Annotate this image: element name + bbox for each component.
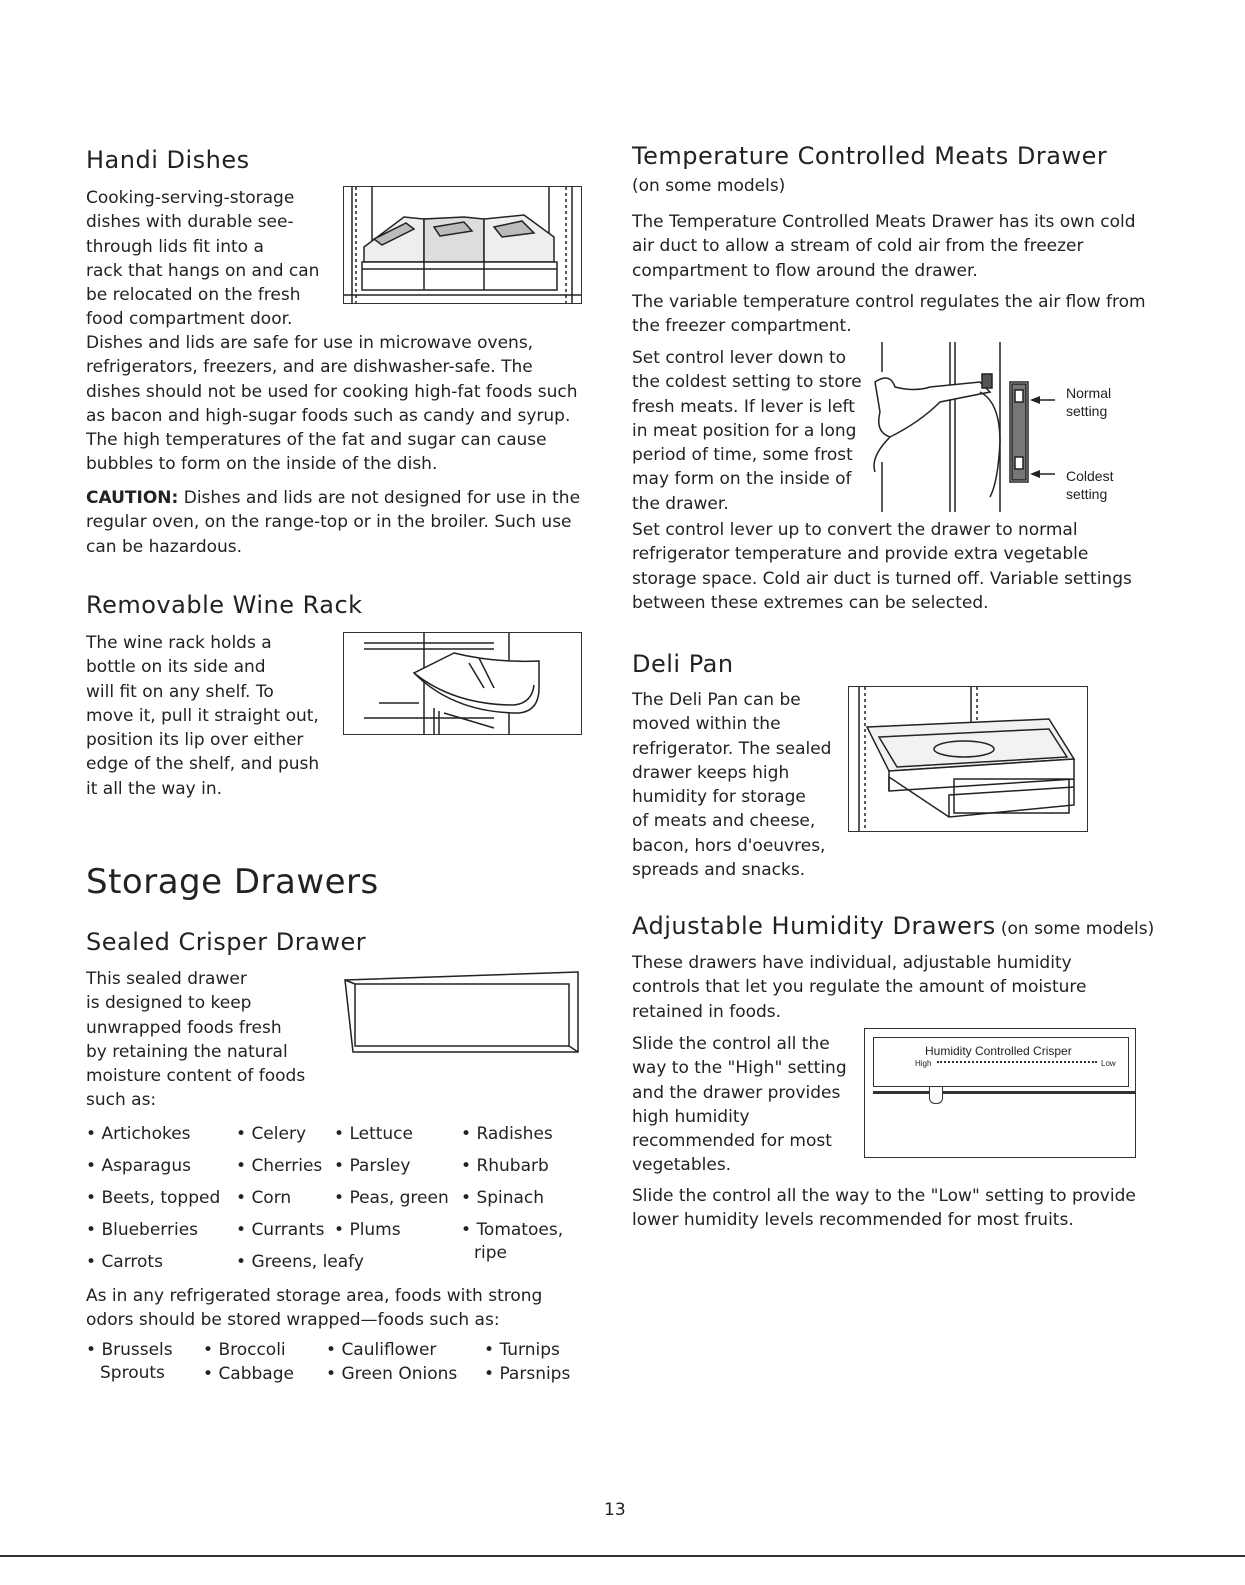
normal-setting-label: Normal: [1066, 385, 1112, 401]
wine-rack-illustration: [343, 632, 582, 735]
food-item: • Rhubarb: [461, 1156, 549, 1176]
humidity-line: Slide the control all the: [632, 1034, 830, 1054]
wine-line: move it, pull it straight out,: [86, 705, 319, 726]
wine-line: will fit on any shelf. To: [86, 681, 274, 702]
deli-line: bacon, hors d'oeuvres,: [632, 835, 826, 856]
meats-line: the coldest setting to store: [632, 372, 862, 393]
crisper-line: such as:: [86, 1090, 157, 1111]
sealed-crisper-text: [86, 967, 341, 1113]
meats-line: Set control lever down to: [632, 348, 847, 368]
deli-line: of meats and cheese,: [632, 811, 816, 832]
meats-line: may form on the inside of: [632, 469, 852, 490]
humidity-line: high humidity: [632, 1106, 750, 1127]
humidity-drawers-p1: These drawers have individual, adjustable humidity controls that let you regulate the amount of moisture retained in foods.: [632, 953, 1087, 1022]
deli-pan-heading: Deli Pan: [632, 650, 734, 678]
meats-line: in meat position for a long: [632, 420, 857, 441]
handi-intro-line: Cooking-serving-storage: [86, 188, 295, 208]
deli-line: The Deli Pan can be: [632, 690, 801, 710]
odor-food-item: • Cabbage: [203, 1364, 294, 1384]
food-item: • Lettuce: [334, 1124, 413, 1144]
humidity-high-label: High: [915, 1059, 932, 1068]
food-item: • Currants: [236, 1220, 324, 1240]
wine-line: edge of the shelf, and push: [86, 754, 320, 775]
odor-food-item: • Parsnips: [484, 1364, 570, 1384]
normal-setting-label-2: setting: [1066, 403, 1108, 419]
humidity-slider-track: [937, 1061, 1097, 1067]
handi-intro-line: rack that hangs on and can: [86, 260, 320, 281]
sealed-crisper-heading: Sealed Crisper Drawer: [86, 928, 367, 956]
handi-dishes-intro: [86, 186, 336, 332]
food-item: • Tomatoes,: [461, 1220, 563, 1240]
meats-drawer-p1: The Temperature Controlled Meats Drawer has its own cold air duct to allow a stream of cold air from the freezer compartment to flow around the drawer.: [632, 212, 1136, 281]
handi-dishes-caution: [86, 486, 586, 559]
odor-food-item: • Turnips: [484, 1340, 560, 1360]
caution-text: Dishes and lids are not designed for use in the regular oven, on the range-top or in the broiler. Such use can be hazardous.: [86, 488, 581, 557]
wine-line: position its lip over either: [86, 730, 304, 751]
bottom-rule: [0, 1555, 1245, 1557]
handi-dishes-heading: Handi Dishes: [86, 146, 250, 174]
humidity-panel-label: Humidity Controlled Crisper: [925, 1044, 1072, 1058]
wine-line: bottle on its side and: [86, 657, 266, 678]
odor-foods-text: As in any refrigerated storage area, foods with strong odors should be stored wrapped—foods such as:: [86, 1286, 543, 1331]
deli-line: drawer keeps high: [632, 762, 790, 783]
deli-pan-text: [632, 688, 852, 882]
meats-drawer-heading: Temperature Controlled Meats Drawer: [632, 142, 1108, 170]
meats-drawer-p3: Set control lever up to convert the drawer to normal refrigerator temperature and provide extra vegetable storage space. Cold air duct is turned off. Variable settings between these extremes can be selected.: [632, 520, 1132, 613]
caution-label: CAUTION:: [86, 488, 179, 508]
handi-intro-line: be relocated on the fresh: [86, 285, 301, 306]
meats-line: period of time, some frost: [632, 445, 853, 466]
wine-rack-text: [86, 631, 341, 801]
deli-line: refrigerator. The sealed: [632, 738, 832, 759]
coldest-setting-label: Coldest: [1066, 468, 1114, 484]
handi-dishes-body: Dishes and lids are safe for use in microwave ovens, refrigerators, freezers, and are dishwasher-safe. The dishes should not be used for cooking high-fat foods such as bacon and high-sugar foods such as candy and syrup. The high temperatures of the fat and sugar can cause bubbles to form on the inside of the dish.: [86, 333, 578, 475]
deli-line: humidity for storage: [632, 787, 806, 808]
handi-intro-line: dishes with durable see-: [86, 212, 294, 233]
humidity-low-label: Low: [1101, 1059, 1116, 1068]
odor-food-item: • Broccoli: [203, 1340, 286, 1360]
humidity-drawers-instructions: [632, 1032, 857, 1178]
food-item: • Plums: [334, 1220, 401, 1240]
food-item: • Artichokes: [86, 1124, 191, 1144]
storage-drawers-heading: Storage Drawers: [86, 862, 379, 902]
meats-control-illustration: [860, 342, 1070, 512]
food-item: • Asparagus: [86, 1156, 191, 1176]
handi-intro-line: through lids fit into a: [86, 236, 264, 257]
handi-dishes-illustration: [343, 186, 582, 304]
wine-line: The wine rack holds a: [86, 633, 272, 653]
odor-food-item-continued: Sprouts: [100, 1363, 165, 1383]
food-item: • Spinach: [461, 1188, 544, 1208]
food-item: • Cherries: [236, 1156, 322, 1176]
food-item: • Corn: [236, 1188, 291, 1208]
food-item: • Celery: [236, 1124, 306, 1144]
odor-food-item: • Brussels: [86, 1340, 173, 1360]
humidity-drawer-edge: [873, 1091, 1135, 1094]
food-item: • Beets, topped: [86, 1188, 220, 1208]
food-item: • Greens, leafy: [236, 1252, 364, 1272]
deli-pan-illustration: [848, 686, 1088, 832]
humidity-control-illustration: [864, 1028, 1136, 1158]
meats-drawer-p2: The variable temperature control regulates the air flow from the freezer compartment.: [632, 292, 1146, 337]
food-item-continued: ripe: [474, 1243, 507, 1263]
food-item: • Carrots: [86, 1252, 163, 1272]
meats-line: the drawer.: [632, 493, 729, 514]
humidity-line: vegetables.: [632, 1155, 732, 1176]
sealed-crisper-illustration: [343, 970, 580, 1058]
odor-food-item: • Cauliflower: [326, 1340, 436, 1360]
deli-line: spreads and snacks.: [632, 860, 806, 881]
coldest-setting-label-2: setting: [1066, 486, 1108, 502]
odor-food-item: • Green Onions: [326, 1364, 457, 1384]
page-number: 13: [604, 1500, 626, 1520]
food-item: • Parsley: [334, 1156, 410, 1176]
food-item: • Radishes: [461, 1124, 553, 1144]
crisper-line: moisture content of foods: [86, 1066, 306, 1087]
wine-line: it all the way in.: [86, 778, 223, 799]
food-item: • Blueberries: [86, 1220, 198, 1240]
deli-line: moved within the: [632, 714, 781, 735]
humidity-slider-knob: [929, 1087, 943, 1104]
humidity-drawers-heading-wrap: [632, 912, 1154, 940]
meats-drawer-subtitle: (on some models): [632, 176, 786, 196]
humidity-line: recommended for most: [632, 1131, 832, 1152]
meats-drawer-instructions: [632, 346, 877, 516]
handi-intro-line: food compartment door.: [86, 309, 293, 330]
humidity-drawers-heading: Adjustable Humidity Drawers: [632, 912, 996, 940]
crisper-line: is designed to keep: [86, 993, 252, 1014]
humidity-drawers-suffix: (on some models): [1000, 919, 1155, 939]
wine-rack-heading: Removable Wine Rack: [86, 591, 363, 619]
humidity-line: way to the "High" setting: [632, 1058, 847, 1079]
crisper-line: unwrapped foods fresh: [86, 1017, 282, 1038]
meats-line: fresh meats. If lever is left: [632, 396, 855, 417]
food-item: • Peas, green: [334, 1188, 449, 1208]
crisper-line: by retaining the natural: [86, 1041, 288, 1062]
humidity-drawers-p2: Slide the control all the way to the "Low" setting to provide lower humidity levels recommended for most fruits.: [632, 1186, 1136, 1231]
crisper-line: This sealed drawer: [86, 969, 247, 989]
humidity-line: and the drawer provides: [632, 1082, 841, 1103]
